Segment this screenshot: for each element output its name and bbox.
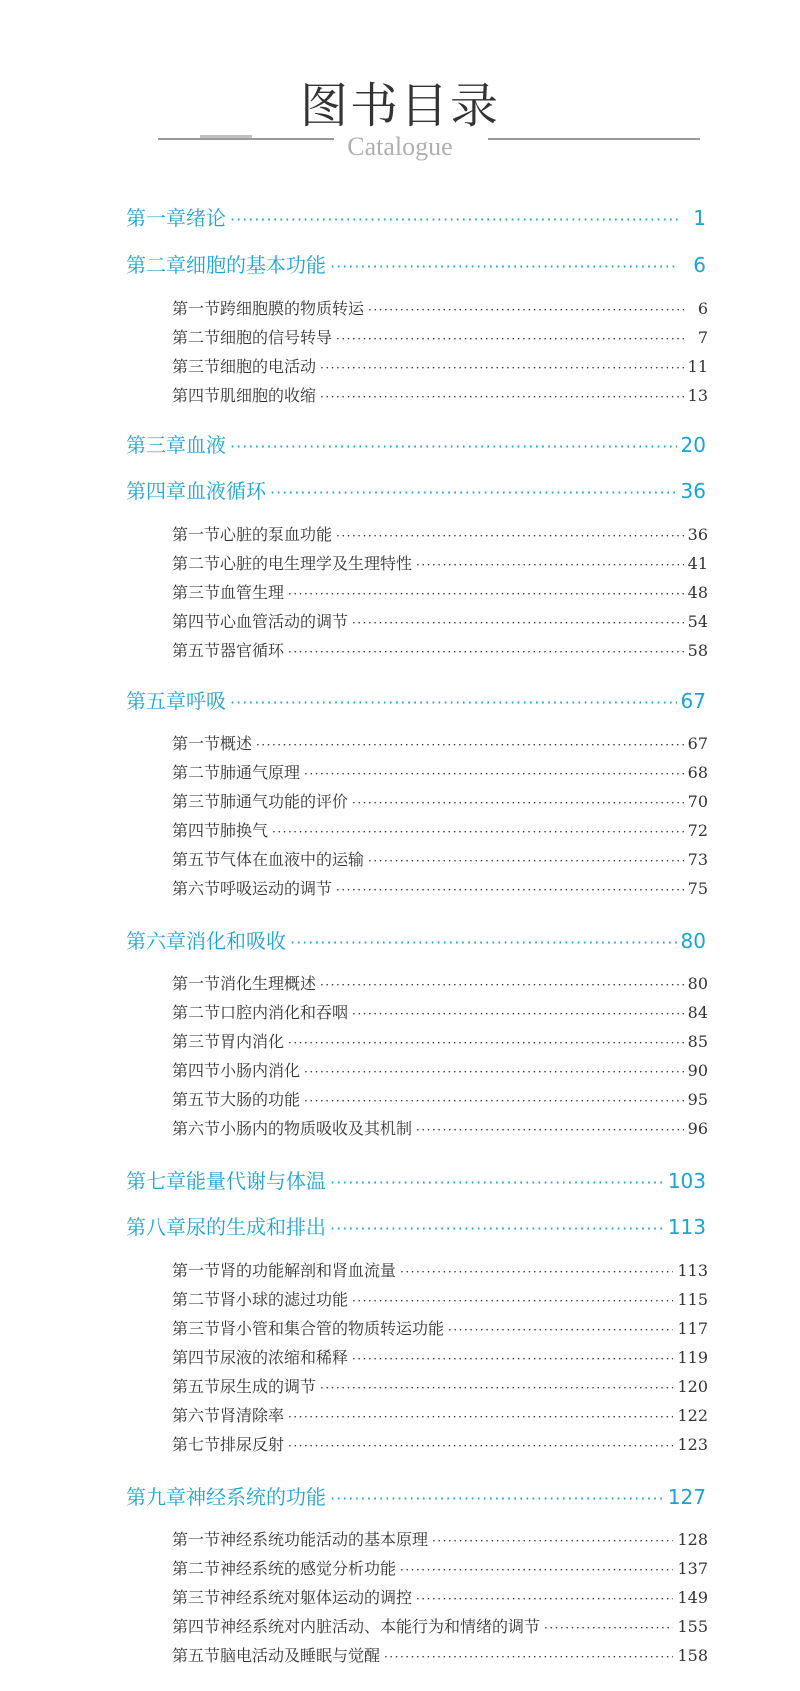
- page-number: 6: [697, 299, 708, 318]
- page-number: 67: [680, 689, 706, 713]
- page-number: 67: [687, 734, 708, 753]
- page-number: 95: [687, 1090, 708, 1109]
- toc-section-row[interactable]: [172, 640, 708, 663]
- page-number: 158: [677, 1646, 708, 1665]
- section-title: 神经系统对躯体运动的调控: [220, 1588, 413, 1607]
- dot-leader: [330, 254, 678, 280]
- chapter-number: 第七章: [126, 1169, 186, 1193]
- toc-section-row[interactable]: [172, 820, 708, 843]
- page-number: 127: [667, 1485, 706, 1509]
- page-number: 13: [687, 386, 708, 405]
- chapter-title: 血液: [186, 433, 226, 457]
- section-title: 气体在血液中的运输: [220, 850, 365, 869]
- toc-chapter-row[interactable]: [126, 1484, 706, 1512]
- dot-leader: [352, 792, 684, 814]
- section-title: 神经系统对内脏活动、本能行为和情绪的调节: [220, 1617, 541, 1636]
- toc-chapter-row[interactable]: [126, 928, 706, 956]
- page-number: 117: [677, 1319, 708, 1338]
- chapter-number: 第八章: [126, 1215, 186, 1239]
- dot-leader: [320, 386, 684, 408]
- section-title: 肾小管和集合管的物质转运功能: [220, 1319, 445, 1338]
- dot-leader: [230, 207, 678, 233]
- page-number: 80: [687, 974, 708, 993]
- toc-section-row[interactable]: [172, 1260, 708, 1283]
- toc-section-row[interactable]: [172, 791, 708, 814]
- page-number: 20: [680, 433, 706, 457]
- page-number: 36: [680, 479, 706, 503]
- section-number: 第二节: [172, 1003, 221, 1022]
- page-number: 123: [677, 1435, 708, 1454]
- section-title: 大肠的功能: [220, 1090, 301, 1109]
- page-number: 58: [687, 641, 708, 660]
- dot-leader: [330, 1486, 664, 1512]
- page-number: 36: [687, 525, 708, 544]
- page-number: 85: [687, 1032, 708, 1051]
- section-title: 尿生成的调节: [220, 1377, 317, 1396]
- toc-section-row[interactable]: [172, 356, 708, 379]
- page-number: 1: [693, 206, 706, 230]
- section-number: 第一节: [172, 974, 221, 993]
- page-number: 84: [687, 1003, 708, 1022]
- page-number: 70: [687, 792, 708, 811]
- section-number: 第四节: [172, 821, 221, 840]
- section-number: 第三节: [172, 357, 221, 376]
- section-title: 细胞的信号转导: [220, 328, 333, 347]
- dot-leader: [272, 821, 684, 843]
- section-number: 第三节: [172, 1319, 221, 1338]
- dot-leader: [304, 1090, 684, 1112]
- dot-leader: [288, 583, 684, 605]
- toc-section-row[interactable]: [172, 1347, 708, 1370]
- dot-leader: [230, 690, 677, 716]
- toc-section-row[interactable]: [172, 1558, 708, 1581]
- dot-leader: [320, 1377, 673, 1399]
- section-number: 第一节: [172, 525, 221, 544]
- section-title: 血管生理: [220, 583, 285, 602]
- section-title: 概述: [220, 734, 253, 753]
- page-number: 6: [693, 253, 706, 277]
- section-number: 第五节: [172, 641, 221, 660]
- section-title: 心脏的泵血功能: [220, 525, 333, 544]
- dot-leader: [368, 850, 684, 872]
- section-title: 神经系统的感觉分析功能: [220, 1559, 397, 1578]
- toc-chapter-row[interactable]: [126, 688, 706, 716]
- section-title: 肺通气功能的评价: [220, 792, 349, 811]
- toc-section-row[interactable]: [172, 611, 708, 634]
- toc-section-row[interactable]: [172, 1587, 708, 1610]
- dot-leader: [368, 299, 684, 321]
- dot-leader: [230, 434, 677, 460]
- dot-leader: [352, 1290, 673, 1312]
- section-title: 肾的功能解剖和肾血流量: [220, 1261, 397, 1280]
- page-number: 48: [687, 583, 708, 602]
- page-number: 54: [687, 612, 708, 631]
- page-number: 155: [677, 1617, 708, 1636]
- dot-leader: [416, 554, 684, 576]
- page-number: 115: [677, 1290, 708, 1309]
- section-title: 细胞的电活动: [220, 357, 317, 376]
- dot-leader: [256, 734, 684, 756]
- page-number: 72: [687, 821, 708, 840]
- section-title: 肾清除率: [220, 1406, 285, 1425]
- toc-chapter-row[interactable]: [126, 1214, 706, 1242]
- toc-section-row[interactable]: [172, 878, 708, 901]
- section-title: 排尿反射: [220, 1435, 285, 1454]
- section-title: 心脏的电生理学及生理特性: [220, 554, 413, 573]
- section-number: 第四节: [172, 386, 221, 405]
- chapter-title: 能量代谢与体温: [186, 1169, 326, 1193]
- page-number: 80: [680, 929, 706, 953]
- section-title: 器官循环: [220, 641, 285, 660]
- toc-section-row[interactable]: [172, 553, 708, 576]
- chapter-number: 第二章: [126, 253, 186, 277]
- section-number: 第三节: [172, 583, 221, 602]
- dot-leader: [320, 357, 684, 379]
- section-number: 第五节: [172, 850, 221, 869]
- section-number: 第六节: [172, 879, 221, 898]
- dot-leader: [336, 328, 684, 350]
- section-title: 心血管活动的调节: [220, 612, 349, 631]
- section-number: 第四节: [172, 1617, 221, 1636]
- page-number: 68: [687, 763, 708, 782]
- toc-chapter-row[interactable]: [126, 1168, 706, 1196]
- dot-leader: [336, 525, 684, 547]
- toc-section-row[interactable]: [172, 1318, 708, 1341]
- toc-section-row[interactable]: [172, 762, 708, 785]
- section-title: 脑电活动及睡眠与觉醒: [220, 1646, 381, 1665]
- page-number: 90: [687, 1061, 708, 1080]
- toc-section-row[interactable]: [172, 1616, 708, 1639]
- toc-chapter-row[interactable]: [126, 432, 706, 460]
- toc-section-row[interactable]: [172, 524, 708, 547]
- toc-chapter-row[interactable]: [126, 252, 706, 280]
- section-number: 第五节: [172, 1646, 221, 1665]
- chapter-title: 神经系统的功能: [186, 1485, 326, 1509]
- page-number: 122: [677, 1406, 708, 1425]
- section-number: 第五节: [172, 1377, 221, 1396]
- page-number: 41: [687, 554, 708, 573]
- section-number: 第六节: [172, 1406, 221, 1425]
- toc-section-row[interactable]: [172, 1529, 708, 1552]
- section-title: 口腔内消化和吞咽: [220, 1003, 349, 1022]
- chapter-title: 血液循环: [186, 479, 266, 503]
- page-subtitle: Catalogue: [347, 132, 453, 161]
- toc-section-row[interactable]: [172, 327, 708, 350]
- dot-leader: [290, 930, 677, 956]
- toc-section-row[interactable]: [172, 733, 708, 756]
- section-title: 肾小球的滤过功能: [220, 1290, 349, 1309]
- chapter-title: 消化和吸收: [186, 929, 286, 953]
- dot-leader: [352, 1003, 684, 1025]
- dot-leader: [304, 1061, 684, 1083]
- page-number: 128: [677, 1530, 708, 1549]
- section-title: 胃内消化: [220, 1032, 285, 1051]
- dot-leader: [270, 480, 677, 506]
- section-number: 第七节: [172, 1435, 221, 1454]
- toc-section-row[interactable]: [172, 1089, 708, 1112]
- chapter-number: 第三章: [126, 433, 186, 457]
- chapter-number: 第五章: [126, 689, 186, 713]
- toc-section-row[interactable]: [172, 582, 708, 605]
- dot-leader: [288, 1406, 673, 1428]
- page-number: 113: [677, 1261, 708, 1280]
- dot-leader: [330, 1216, 664, 1242]
- section-title: 消化生理概述: [220, 974, 317, 993]
- toc-section-row[interactable]: [172, 1645, 708, 1668]
- dot-leader: [432, 1530, 673, 1552]
- section-number: 第三节: [172, 792, 221, 811]
- dot-leader: [416, 1588, 673, 1610]
- chapter-title: 细胞的基本功能: [186, 253, 326, 277]
- section-number: 第四节: [172, 1061, 221, 1080]
- page-number: 149: [677, 1588, 708, 1607]
- section-number: 第一节: [172, 1261, 221, 1280]
- page-number: 7: [697, 328, 708, 347]
- dot-leader: [400, 1559, 673, 1581]
- section-number: 第一节: [172, 1530, 221, 1549]
- dot-leader: [384, 1646, 673, 1668]
- toc-section-row[interactable]: [172, 1376, 708, 1399]
- chapter-number: 第九章: [126, 1485, 186, 1509]
- dot-leader: [448, 1319, 673, 1341]
- section-number: 第三节: [172, 1032, 221, 1051]
- section-number: 第一节: [172, 734, 221, 753]
- chapter-title: 尿的生成和排出: [186, 1215, 326, 1239]
- page-number: 11: [687, 357, 708, 376]
- toc-section-row[interactable]: [172, 385, 708, 408]
- section-number: 第六节: [172, 1119, 221, 1138]
- toc-section-row[interactable]: [172, 1118, 708, 1141]
- toc-section-row[interactable]: [172, 1060, 708, 1083]
- section-number: 第四节: [172, 1348, 221, 1367]
- toc-section-row[interactable]: [172, 849, 708, 872]
- section-title: 肺换气: [220, 821, 269, 840]
- page-number: 73: [687, 850, 708, 869]
- section-title: 尿液的浓缩和稀释: [220, 1348, 349, 1367]
- section-title: 呼吸运动的调节: [220, 879, 333, 898]
- dot-leader: [400, 1261, 673, 1283]
- toc-section-row[interactable]: [172, 1434, 708, 1457]
- chapter-title: 呼吸: [186, 689, 226, 713]
- page-number: 137: [677, 1559, 708, 1578]
- chapter-number: 第六章: [126, 929, 186, 953]
- page-number: 113: [667, 1215, 706, 1239]
- catalogue-header: [0, 0, 800, 180]
- toc-section-row[interactable]: [172, 1002, 708, 1025]
- section-title: 肺通气原理: [220, 763, 301, 782]
- section-title: 小肠内消化: [220, 1061, 301, 1080]
- page-number: 103: [667, 1169, 706, 1193]
- section-title: 跨细胞膜的物质转运: [220, 299, 365, 318]
- page-number: 120: [677, 1377, 708, 1396]
- dot-leader: [304, 763, 684, 785]
- dot-leader: [416, 1119, 684, 1141]
- section-number: 第二节: [172, 763, 221, 782]
- page-number: 75: [687, 879, 708, 898]
- dot-leader: [352, 1348, 673, 1370]
- dot-leader: [352, 612, 684, 634]
- page-number: 96: [687, 1119, 708, 1138]
- section-number: 第二节: [172, 1559, 221, 1578]
- toc-chapter-row[interactable]: [126, 205, 706, 233]
- section-number: 第一节: [172, 299, 221, 318]
- section-number: 第二节: [172, 1290, 221, 1309]
- dot-leader: [330, 1170, 664, 1196]
- chapter-number: 第一章: [126, 206, 186, 230]
- section-number: 第三节: [172, 1588, 221, 1607]
- toc-chapter-row[interactable]: [126, 478, 706, 506]
- section-title: 肌细胞的收缩: [220, 386, 317, 405]
- dot-leader: [288, 1032, 684, 1054]
- section-title: 神经系统功能活动的基本原理: [220, 1530, 429, 1549]
- section-number: 第四节: [172, 612, 221, 631]
- chapter-number: 第四章: [126, 479, 186, 503]
- dot-leader: [544, 1617, 673, 1639]
- chapter-title: 绪论: [186, 206, 226, 230]
- section-number: 第二节: [172, 554, 221, 573]
- page-number: 119: [677, 1348, 708, 1367]
- section-title: 小肠内的物质吸收及其机制: [220, 1119, 413, 1138]
- toc-section-row[interactable]: [172, 1289, 708, 1312]
- dot-leader: [288, 1435, 673, 1457]
- dot-leader: [336, 879, 684, 901]
- dot-leader: [288, 641, 684, 663]
- section-number: 第五节: [172, 1090, 221, 1109]
- page-title: 图书目录: [299, 78, 500, 134]
- toc-section-row[interactable]: [172, 1031, 708, 1054]
- toc-section-row[interactable]: [172, 298, 708, 321]
- section-number: 第二节: [172, 328, 221, 347]
- toc-section-row[interactable]: [172, 1405, 708, 1428]
- dot-leader: [320, 974, 684, 996]
- toc-section-row[interactable]: [172, 973, 708, 996]
